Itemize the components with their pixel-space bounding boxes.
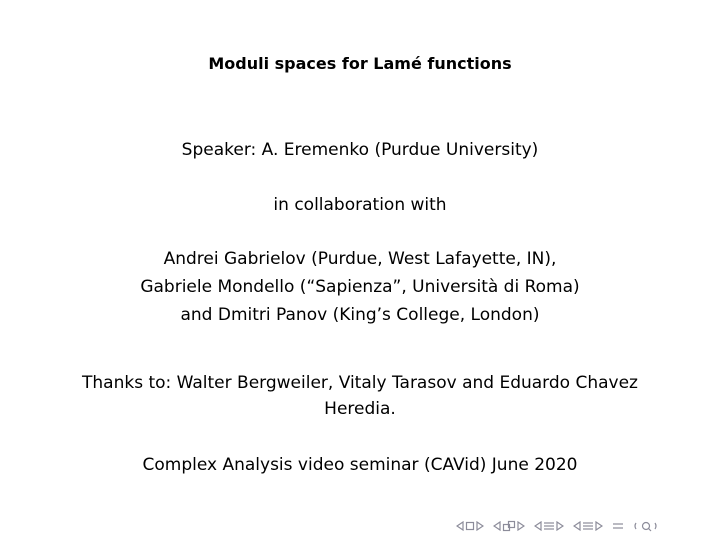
collaborator-line: and Dmitri Panov (King’s College, London) xyxy=(180,305,540,325)
slide-title: Moduli spaces for Lamé functions xyxy=(208,54,512,73)
align-icon[interactable] xyxy=(612,520,624,532)
subsection-icon xyxy=(502,520,516,532)
event-line: Complex Analysis video seminar (CAVid) June 2020 xyxy=(142,455,578,475)
thanks-line: Thanks to: Walter Bergweiler, Vitaly Tarasov and Eduardo Chavez xyxy=(82,373,638,393)
collaboration-intro: in collaboration with xyxy=(273,195,447,215)
thanks-line-cont: Heredia. xyxy=(324,399,396,419)
frame-icon xyxy=(465,521,475,531)
frame-prev-icon[interactable] xyxy=(456,521,464,531)
collaborator-line: Andrei Gabrielov (Purdue, West Lafayette, IN), xyxy=(163,249,557,269)
subsection-next-icon[interactable] xyxy=(517,521,525,531)
slide-list-icon xyxy=(582,520,594,532)
subsection-prev-icon[interactable] xyxy=(493,521,501,531)
search-icon[interactable] xyxy=(633,520,659,532)
frame-next-icon[interactable] xyxy=(476,521,484,531)
speaker-line: Speaker: A. Eremenko (Purdue University) xyxy=(181,140,539,160)
slide-next-icon[interactable] xyxy=(595,521,603,531)
beamer-navigation xyxy=(456,517,665,535)
section-prev-icon[interactable] xyxy=(534,521,542,531)
section-icon xyxy=(543,520,555,532)
section-next-icon[interactable] xyxy=(556,521,564,531)
collaborator-line: Gabriele Mondello (“Sapienza”, Università di Roma) xyxy=(140,277,580,297)
slide-prev-icon[interactable] xyxy=(573,521,581,531)
